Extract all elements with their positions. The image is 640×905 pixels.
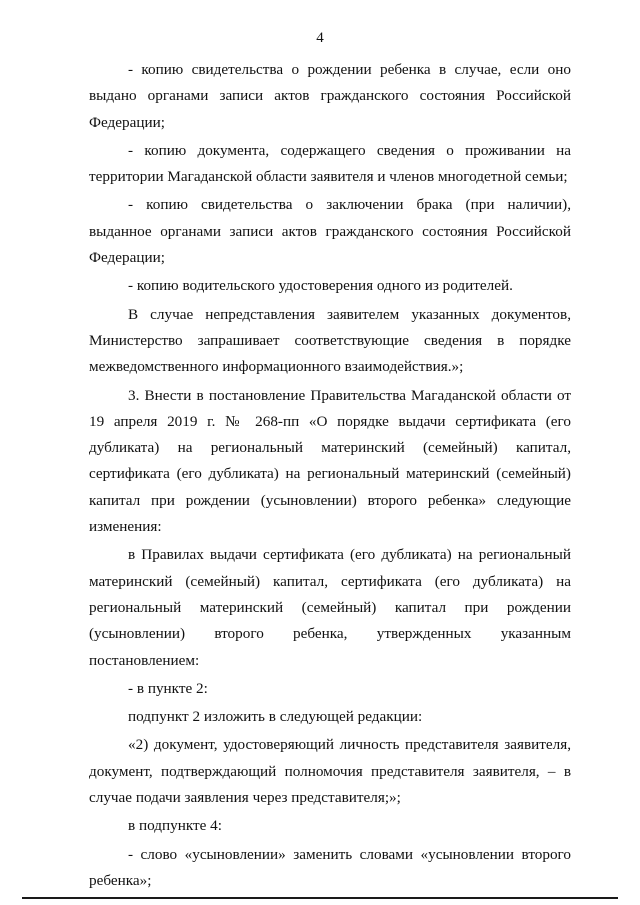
paragraph-subpoint-2-intro: подпункт 2 изложить в следующей редакции: — [128, 708, 423, 726]
paragraph-nonsubmission: В случае непредставления заявителем указанных документов, Министерство запрашивает соответствующие сведения в порядке межведомственного информационного взаимодействия.»; — [89, 305, 571, 376]
paragraph-word-replacement: - слово «усыновлении» заменить словами «усыновлении второго ребенка»; — [89, 845, 571, 889]
paragraph-residence-document-copy: - копию документа, содержащего сведения о проживании на территории Магаданской области заявителя и членов многодетной семьи; — [89, 141, 571, 186]
paragraph-driver-license-copy: - копию водительского удостоверения одного из родителей. — [128, 277, 513, 295]
scan-edge-line — [22, 897, 618, 899]
paragraph-point-2: - в пункте 2: — [128, 679, 208, 697]
paragraph-rules-amendment: в Правилах выдачи сертификата (его дубликата) на региональный материнский (семейный) капитал, сертификата (его дубликата) на региональный материнский (семейный) капитал при рождении (усыновлении) второго ребенка, утвержденных указанным постановлением: — [89, 546, 571, 669]
paragraph-birth-certificate-copy: - копию свидетельства о рождении ребенка в случае, если оно выдано органами записи актов гражданского состояния Российской Федерации; — [89, 61, 571, 131]
paragraph-marriage-certificate-copy: - копию свидетельства о заключении брака (при наличии), выданное органами записи актов гражданского состояния Российской Федерации; — [89, 196, 571, 267]
paragraph-subpoint-4: в подпункте 4: — [128, 817, 222, 835]
page-number: 4 — [316, 30, 324, 46]
paragraph-subpoint-2-text: «2) документ, удостоверяющий личность представителя заявителя, документ, подтверждающий полномочия представителя заявителя, – в случае подачи заявления через представителя;»; — [89, 736, 571, 807]
paragraph-item-3: 3. Внести в постановление Правительства Магаданской области от 19 апреля 2019 г. № 268-пп «О порядке выдачи сертификата (его дубликата) на региональный материнский (семейный) капитал, сертификата (его дубликата) на региональный материнский (семейный) капитал при рождении (усыновлении) второго ребенка» следующие изменения: — [89, 386, 571, 536]
document-body — [89, 57, 571, 896]
